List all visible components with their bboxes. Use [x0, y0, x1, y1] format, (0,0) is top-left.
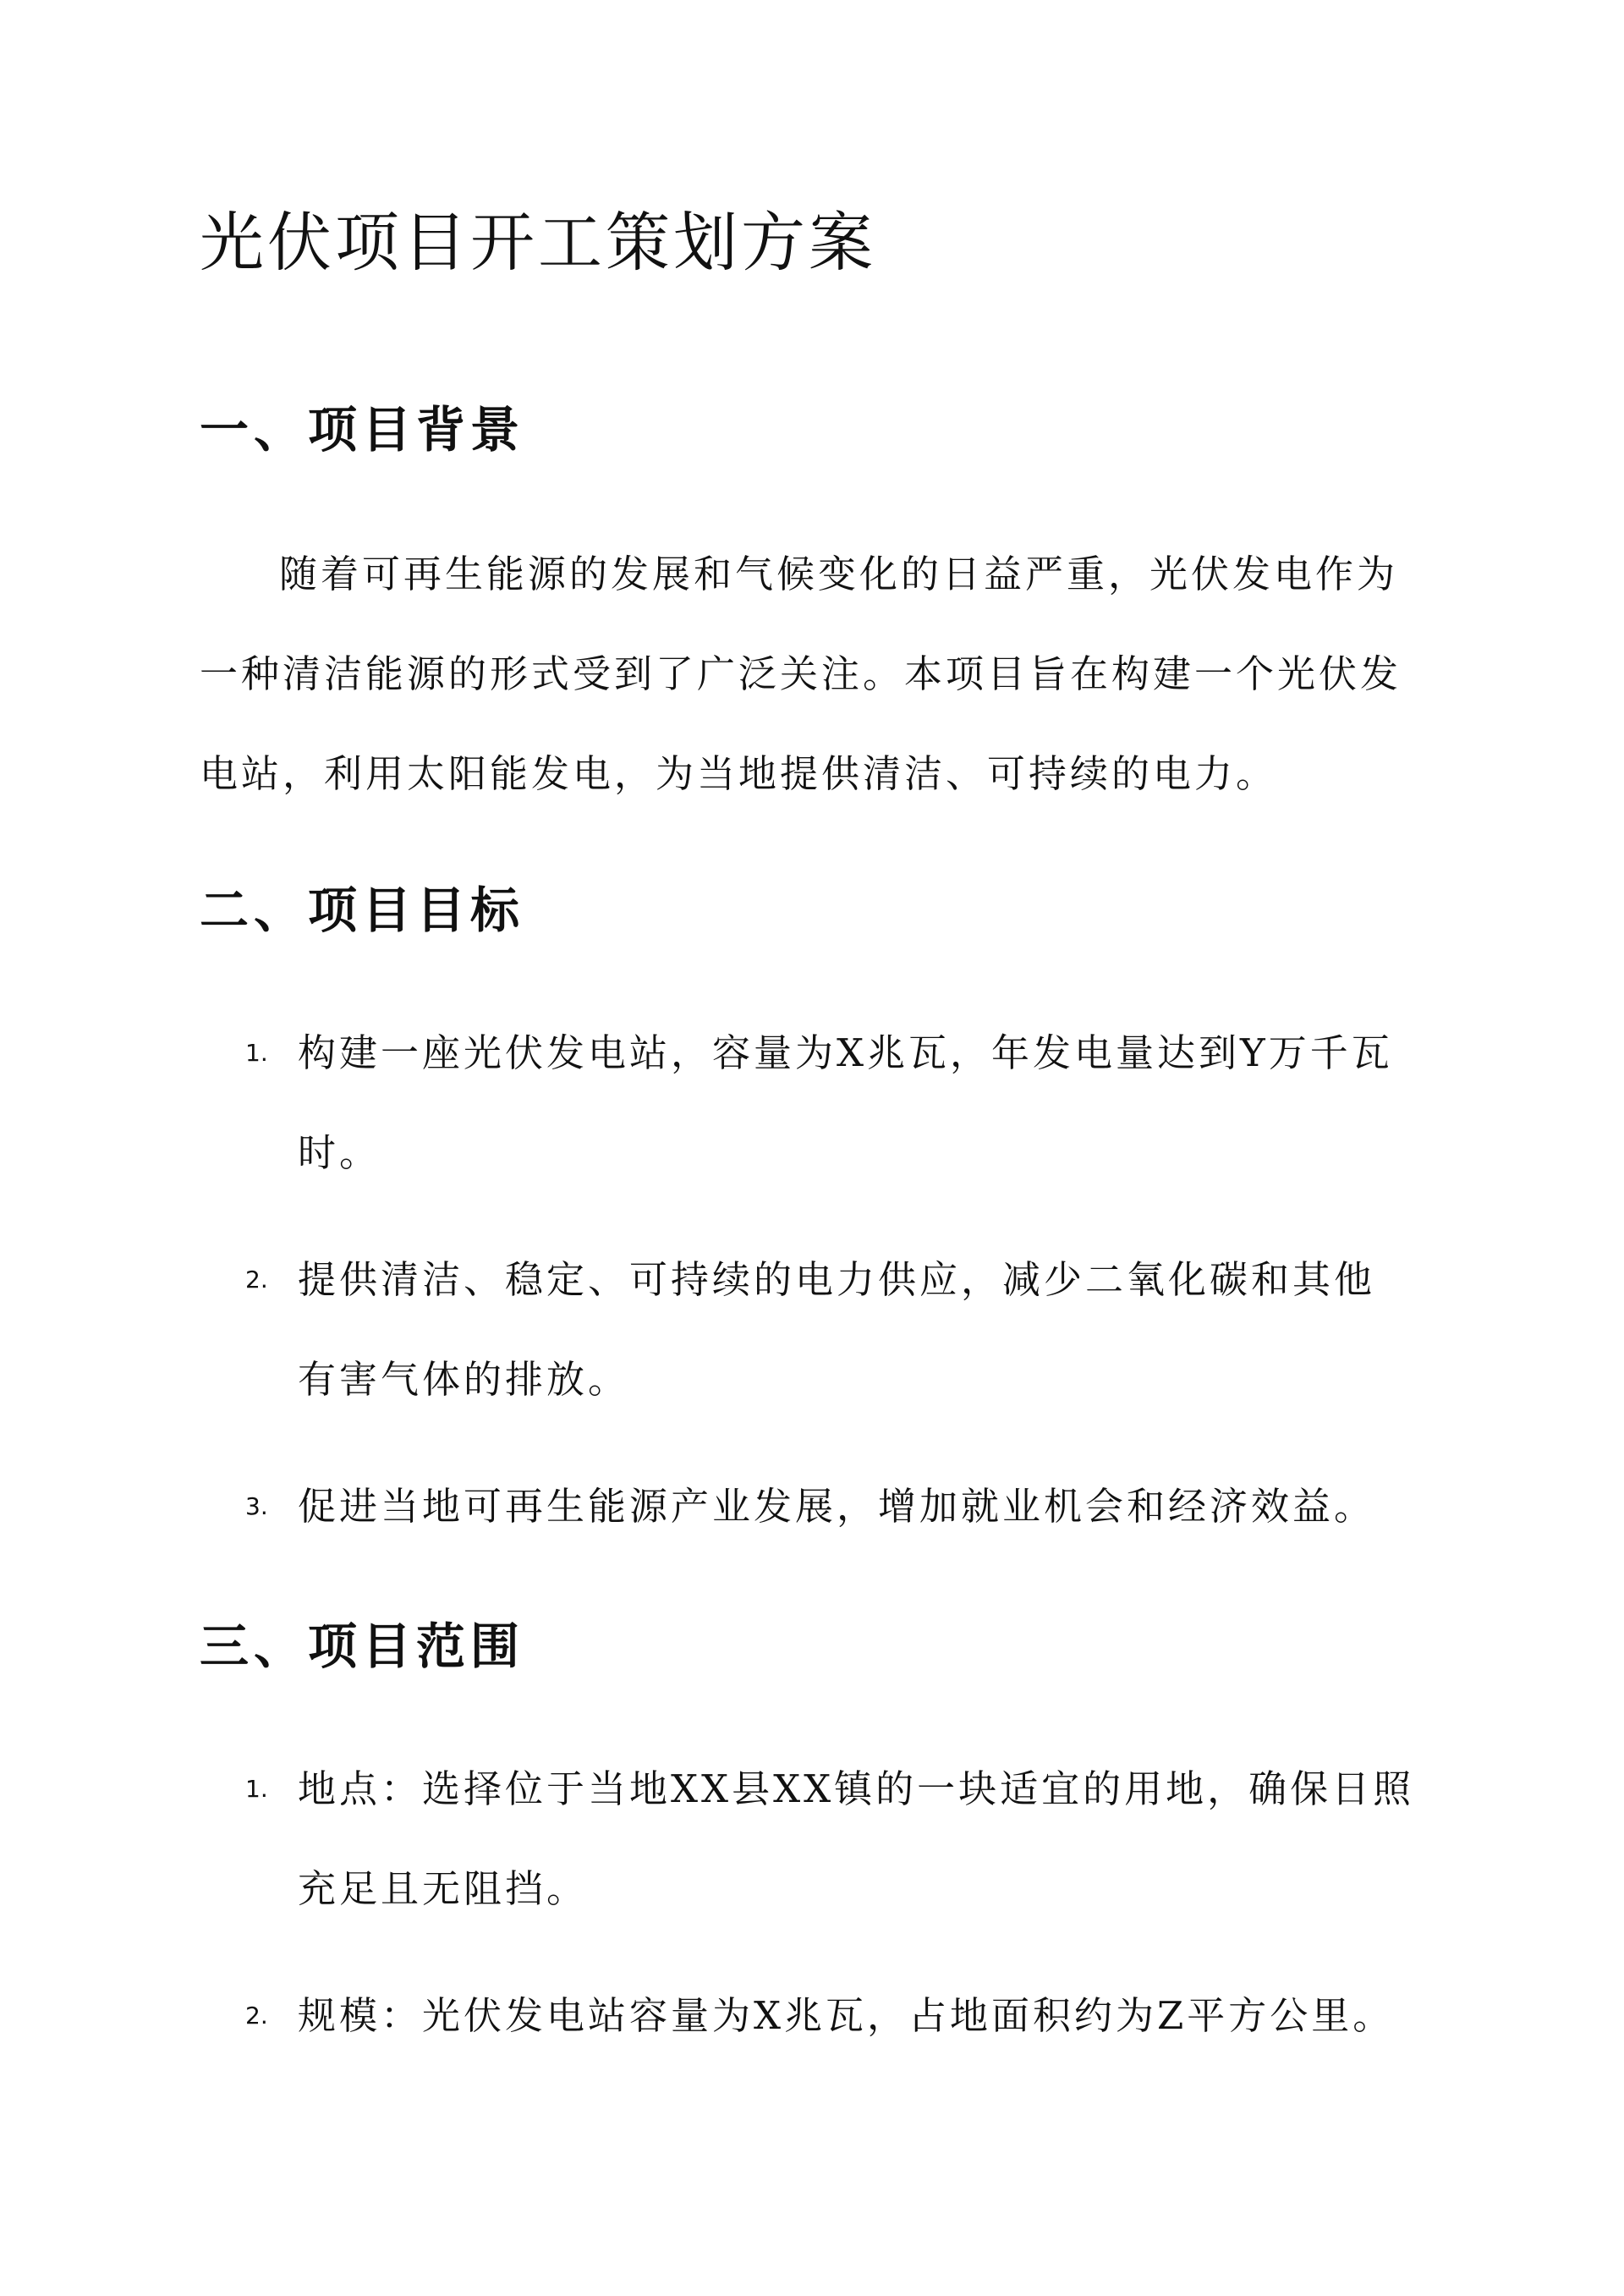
list-item-line: 促进当地可再生能源产业发展，增加就业机会和经济效益。: [298, 1484, 1376, 1529]
list-item-line: 地点：选择位于当地XX县XX镇的一块适宜的用地，确保日照: [298, 1766, 1415, 1811]
section-heading-goals: 二、项目目标: [200, 882, 525, 939]
list-item-line: 有害气体的排放。: [298, 1357, 630, 1402]
list-item-number: 2.: [245, 1266, 268, 1294]
list-item-line: 构建一座光伏发电站，容量为X兆瓦，年发电量达到Y万千瓦: [298, 1030, 1393, 1075]
paragraph-line: 随着可再生能源的发展和气候变化的日益严重，光伏发电作为: [279, 552, 1399, 596]
list-item-number: 1.: [245, 1775, 268, 1803]
list-item-line: 规模：光伏发电站容量为X兆瓦，占地面积约为Z平方公里。: [298, 1993, 1395, 2038]
paragraph-line: 一种清洁能源的形式受到了广泛关注。本项目旨在构建一个光伏发: [200, 651, 1402, 696]
list-item-line: 时。: [298, 1130, 381, 1175]
list-item-number: 1.: [245, 1039, 268, 1067]
document-title: 光伏项目开工策划方案: [200, 205, 876, 280]
section-heading-background: 一、项目背景: [200, 401, 525, 459]
list-item-line: 提供清洁、稳定、可持续的电力供应，减少二氧化碳和其他: [298, 1257, 1376, 1302]
list-item-number: 2.: [245, 2002, 268, 2030]
list-item-line: 充足且无阻挡。: [298, 1866, 589, 1911]
paragraph-line: 电站，利用太阳能发电，为当地提供清洁、可持续的电力。: [200, 751, 1278, 796]
list-item-number: 3.: [245, 1492, 268, 1520]
section-heading-scope: 三、项目范围: [200, 1618, 525, 1675]
